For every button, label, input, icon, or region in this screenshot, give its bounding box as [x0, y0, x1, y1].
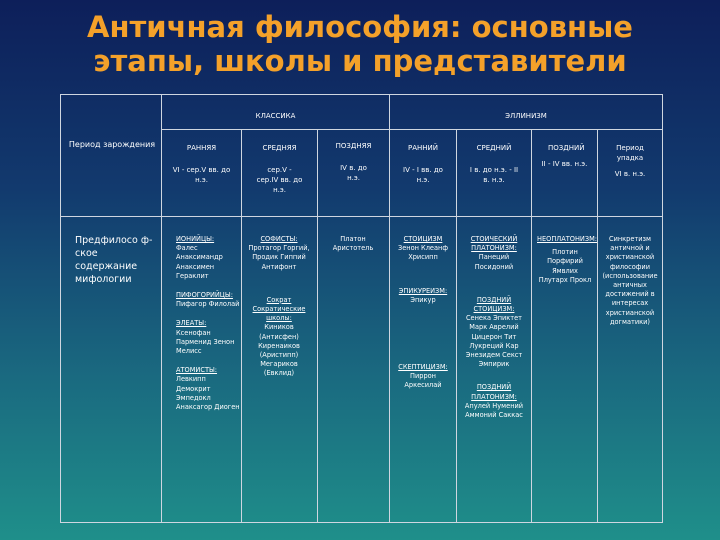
title-line-2: этапы, школы и представители	[93, 44, 627, 78]
period-label: Период зарождения	[68, 140, 156, 149]
col-name: ПОЗДНИЙ	[548, 144, 585, 152]
col-name: СРЕДНЯЯ	[262, 144, 297, 152]
col-dates: сер.V - сер.IV вв. до н.э.	[256, 166, 303, 194]
col-late-classic	[318, 141, 389, 183]
col-name: СРЕДНИЙ	[476, 144, 512, 152]
col-late-hellenism	[532, 143, 597, 169]
members-atomists: Левкипп Демокрит Эмпедокл Анаксагор Диоген	[176, 375, 240, 412]
members-sophists: Протагор Горгий, Продик Гиппий Антифонт	[248, 244, 310, 271]
col-decline	[598, 143, 662, 179]
school-stoic-platonism: СТОИЧЕСКИЙ ПЛАТОНИЗМ:	[470, 235, 518, 253]
school-atomists: АТОМИСТЫ:	[176, 366, 218, 375]
slide-title	[0, 10, 720, 78]
group-classic: КЛАССИКА	[255, 112, 296, 120]
members-late-stoicism: Сенека Эпиктет Марк Аврелий Цицерон Тит Лукреций Кар Энезидем Секст Эмпирик	[465, 314, 523, 369]
grid-line	[597, 129, 598, 522]
col-early-classic	[162, 143, 241, 185]
col-name: РАННЯЯ	[186, 144, 217, 152]
members-eleats: Ксенофан Парменид Зенон Мелисс	[176, 328, 235, 356]
school-socratic: Сократические школы:	[252, 305, 306, 323]
members-socratic: Киников (Антисфен) Киренаиков (Аристипп) Мегариков (Евклид)	[258, 323, 300, 378]
cell-middle-classic	[246, 235, 312, 379]
col-dates: VI - сер.V вв. до н.э.	[172, 166, 231, 184]
col-dates: IV - I вв. до н.э.	[403, 166, 443, 184]
members-skepticism: Пиррон Аркесилай	[404, 372, 442, 390]
school-late-stoicism: ПОЗДНИЙ СТОИЦИЗМ:	[473, 295, 515, 314]
col-early-hellenism	[390, 143, 456, 185]
grid-line	[61, 216, 662, 217]
col-middle-classic	[242, 143, 317, 195]
group-hellenism: ЭЛЛИНИЗМ	[505, 112, 547, 120]
members-stoic-platonism: Панеций Посидоний	[474, 253, 514, 271]
school-late-platonism: ПОЗДНИЙ ПЛАТОНИЗМ:	[471, 383, 517, 401]
grid-line	[531, 129, 532, 522]
members-neoplatonism: Плотин Порфирий Ямвлих Плутарх Прокл	[538, 248, 592, 284]
school-sophists: СОФИСТЫ:	[260, 235, 298, 243]
cell-late-classic: Платон Аристотель	[332, 235, 374, 253]
members-epicureanism: Эпикур	[410, 295, 436, 304]
cell-decline: Синкретизм античной и христианской философии (использование античных достижений в интересах христианской догматики)	[602, 235, 658, 326]
col-dates: VI в. н.э.	[614, 170, 646, 178]
cell-early-hellenism	[392, 235, 454, 391]
school-socrates: Сократ	[266, 295, 292, 304]
grid-line	[162, 129, 662, 130]
philosophy-table	[60, 94, 663, 523]
members-late-platonism: Апулей Нумений Аммоний Саккас	[464, 401, 524, 420]
col-dates: I в. до н.э. - II в. н.э.	[469, 166, 519, 184]
col-dates: IV в. до н.э.	[340, 164, 367, 182]
members-pythagoreans: Пифагор Филолай	[176, 300, 240, 309]
cell-middle-hellenism	[460, 235, 528, 420]
cell-early-classic	[176, 235, 242, 412]
col-name: ПОЗДНЯЯ	[335, 142, 372, 150]
school-epicureanism: ЭПИКУРЕИЗМ:	[398, 286, 448, 295]
school-skepticism: СКЕПТИЦИЗМ:	[398, 363, 448, 372]
cell-late-hellenism	[537, 235, 597, 285]
members-ionians: Фалес Анаксимандр Анаксимен Гераклит	[176, 244, 223, 280]
school-eleats: ЭЛЕАТЫ:	[176, 319, 207, 328]
school-ionians: ИОНИЙЦЫ:	[176, 235, 215, 243]
grid-line	[317, 129, 318, 522]
school-neoplatonism: НЕОПЛАТОНИЗМ:	[537, 235, 597, 243]
col-middle-hellenism	[457, 143, 531, 185]
col-dates: II - IV вв. н.э.	[541, 160, 588, 168]
school-pythagoreans: ПИФОГОРИЙЦЫ:	[176, 291, 233, 300]
school-stoicism: СТОИЦИЗМ	[403, 235, 443, 243]
members-stoicism: Зенон Клеанф Хрисипп	[398, 244, 448, 262]
pre-philosophy-text: Предфилосо ф-ское содержание мифологии	[75, 235, 153, 285]
col-name: Период упадка	[616, 144, 644, 162]
grid-line	[456, 129, 457, 522]
col-name: РАННИЙ	[407, 144, 438, 152]
title-line-1: Античная философия: основные	[87, 10, 633, 44]
